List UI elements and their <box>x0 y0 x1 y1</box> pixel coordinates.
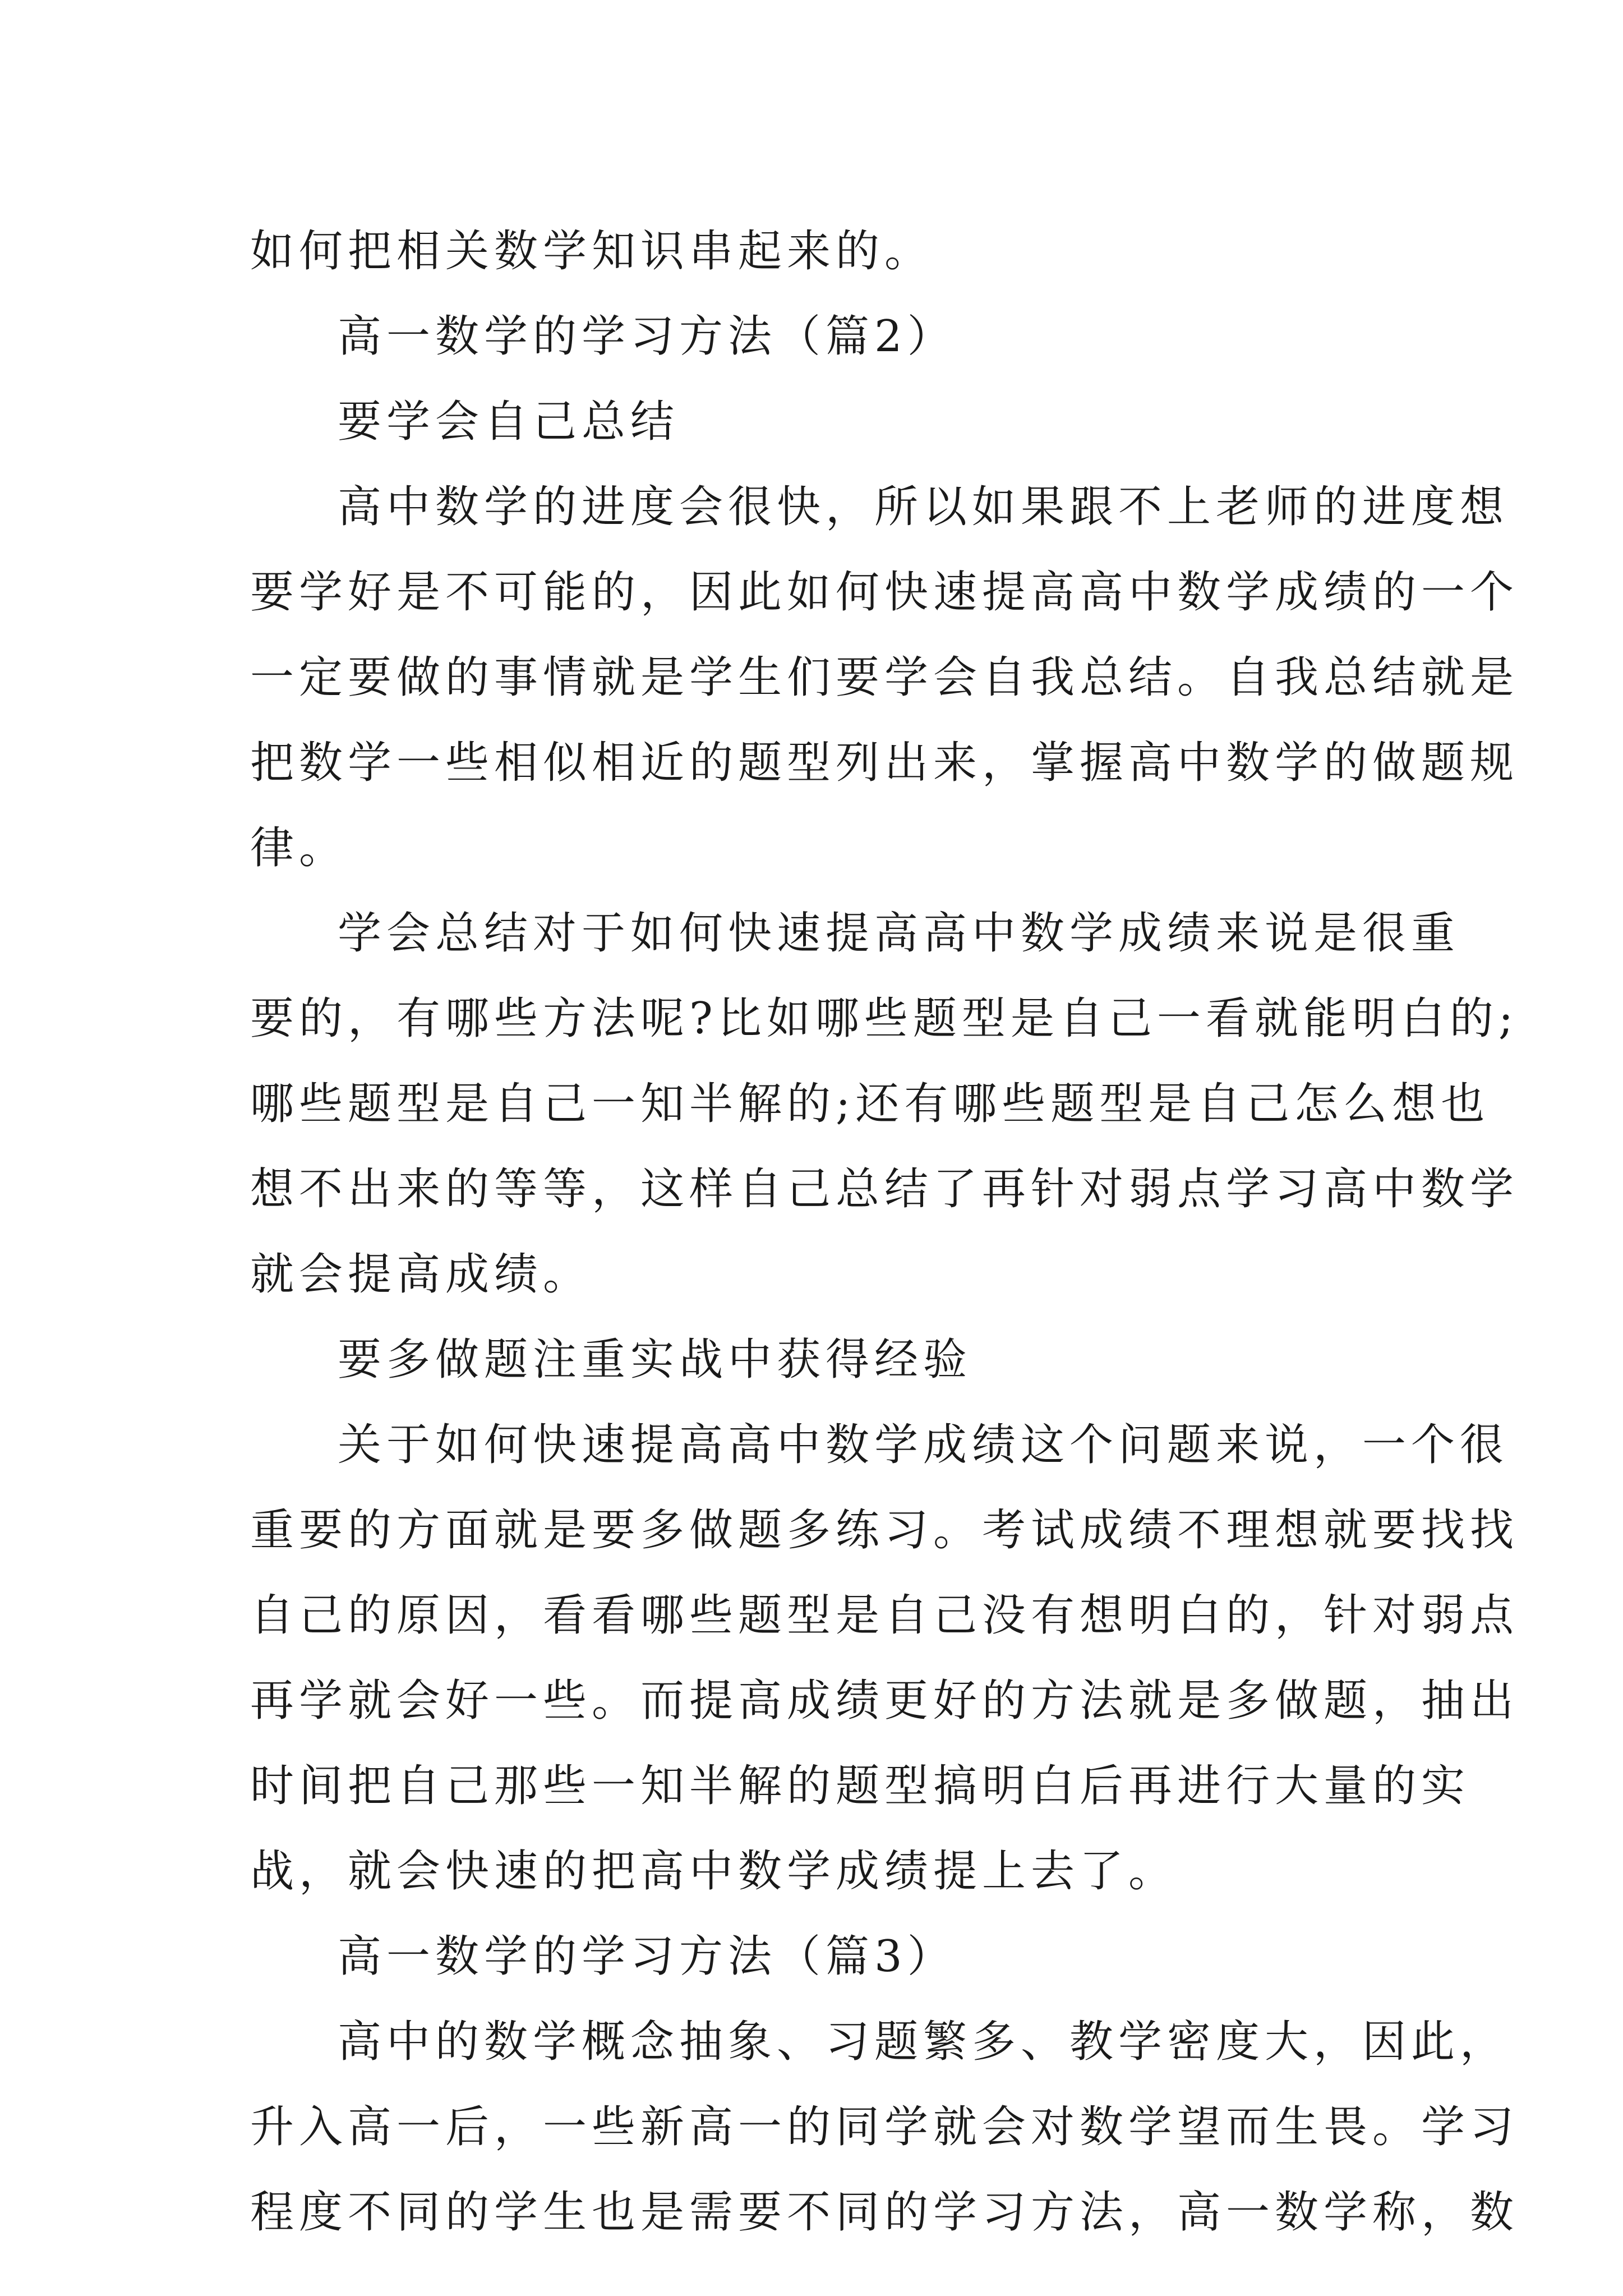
text-line: 战，就会快速的把高中数学成绩提上去了。 <box>250 1846 1178 1897</box>
text-line: 学会总结对于如何快速提高高中数学成绩来说是很重 <box>338 908 1460 959</box>
text-line: 高中的数学概念抽象、习题繁多、教学密度大，因此， <box>338 2017 1509 2067</box>
text-line: 就会提高成绩。 <box>250 1249 592 1300</box>
document-body <box>250 209 1519 2255</box>
text-line: 再学就会好一些。而提高成绩更好的方法就是多做题，抽出 <box>250 1676 1519 1726</box>
text-line: 要学好是不可能的，因此如何快速提高高中数学成绩的一个 <box>250 567 1519 618</box>
text-line: 重要的方面就是要多做题多练习。考试成绩不理想就要找找 <box>250 1505 1519 1556</box>
text-line: 哪些题型是自己一知半解的;还有哪些题型是自己怎么想也 <box>250 1079 1490 1129</box>
text-line: 升入高一后，一些新高一的同学就会对数学望而生畏。学习 <box>250 2102 1519 2152</box>
text-line: 高中数学的进度会很快，所以如果跟不上老师的进度想 <box>338 482 1509 532</box>
text-line: 如何把相关数学知识串起来的。 <box>250 226 934 277</box>
text-line: 时间把自己那些一知半解的题型搞明白后再进行大量的实 <box>250 1761 1470 1811</box>
text-line: 关于如何快速提高高中数学成绩这个问题来说，一个很 <box>338 1420 1509 1470</box>
text-line: 想不出来的等等，这样自己总结了再针对弱点学习高中数学 <box>250 1164 1519 1214</box>
text-line: 自己的原因，看看哪些题型是自己没有想明白的，针对弱点 <box>250 1590 1519 1641</box>
text-line: 一定要做的事情就是学生们要学会自我总结。自我总结就是 <box>250 652 1519 703</box>
section-heading: 高一数学的学习方法（篇3） <box>338 1931 956 1982</box>
text-line: 要的，有哪些方法呢?比如哪些题型是自己一看就能明白的; <box>250 993 1519 1044</box>
subheading: 要多做题注重实战中获得经验 <box>338 1335 972 1385</box>
text-line: 律。 <box>250 823 348 873</box>
section-heading: 高一数学的学习方法（篇2） <box>338 311 956 362</box>
text-line: 程度不同的学生也是需要不同的学习方法，高一数学称，数 <box>250 2187 1519 2238</box>
text-line: 把数学一些相似相近的题型列出来，掌握高中数学的做题规 <box>250 738 1519 788</box>
subheading: 要学会自己总结 <box>338 397 680 447</box>
